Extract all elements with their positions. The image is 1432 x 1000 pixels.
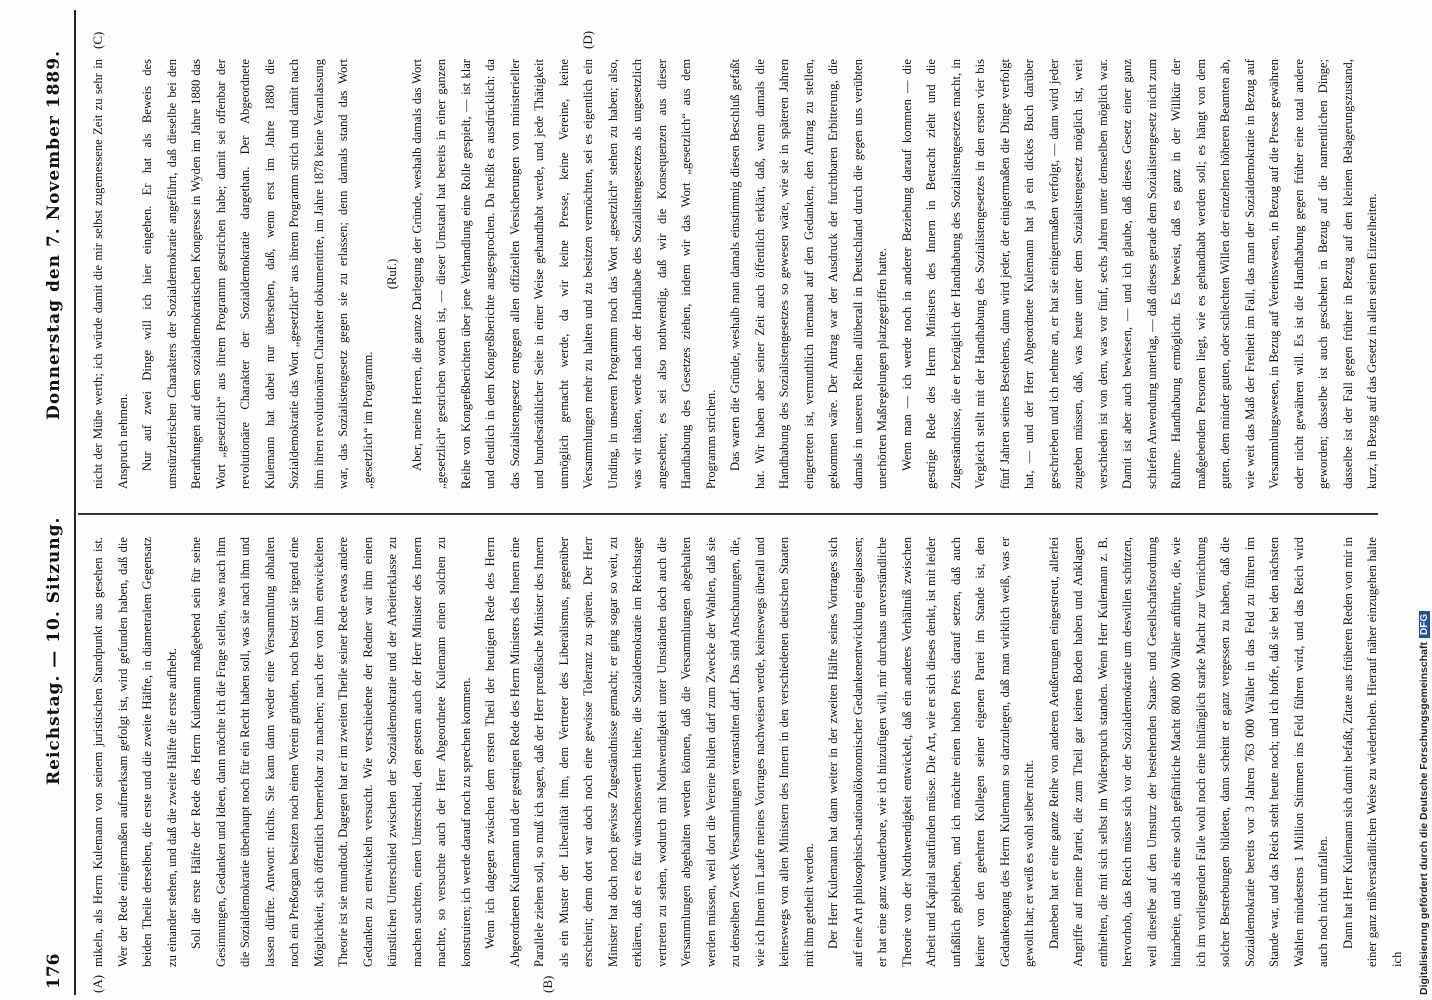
session-title: Reichstag. — 10. Sitzung. (44, 516, 64, 785)
paragraph: mikeln, als Herrn Kulemann von seinem juristischen Standpunkt aus gesehen ist. Wer der Rede einigermaßen aufmerksam gefolgt ist, wird gefunden haben, daß die beiden Theile derselben, die erste und die zweite Hälfte, in diametralem Gegensatz zu einander stehen, und daß die zweite Hälfte die erste aufhebt. (91, 537, 179, 967)
margin-marker-d: (D) (580, 30, 595, 49)
paragraph: Nur auf zwei Dinge will ich hier eingehen. Er hat als Beweis des umstürzlerischen Charakters der Sozialdemokratie angeführt, daß dieselbe bei den Berathungen auf dem sozialdemokratischen Kongresse in Wyden im Jahre 1880 das Wort „gesetzlich“ aus ihrem Programm gestrichen habe; damit sei offenbar der revolutionäre Charakter der Sozialdemokratie dargethan. Der Abgeordnete Kulemann hat dabei nur übersehen, daß, wenn erst im Jahre 1880 die Sozialdemokratie das Wort „gesetzlich“ aus ihrem Programm strich und damit nach ihm ihren revolutionären Charakter dokumentirte, im Jahre 1878 keine Veranlassung war, das Sozialistengesetz gegen sie zu erlassen; denn damals stand das Wort „gesetzlich“ im Programm. (140, 59, 375, 489)
margin-marker-b: (B) (540, 975, 555, 993)
session-date: Donnerstag den 7. November 1889. (44, 50, 64, 420)
digitization-credit (1418, 611, 1430, 995)
margin-marker-c: (C) (90, 31, 105, 49)
paragraph: Soll die erste Hälfte der Rede des Herrn Kulemann maßgebend sein für seine Gesinnungen, Gedanken und Ideen, dann möchte ich die Frage stellen, was nach ihm die Sozialdemokratie überhaupt noch für ein Recht haben soll, was sie nach ihm und lassen dürfte. Antwort: nichts. Sie kann dann weder eine Versammlung abhalten noch ein Preßorgan besitzen noch einen Verein gründen, noch besitzt sie irgend eine Möglichkeit, sich öffentlich bemerkbar zu machen; nach der von ihm entwickelten Theorie ist sie mundtodt. Dagegen hat er im zweiten Theile seiner Rede etwas andere Gedanken zu entwickeln versucht. Wie verschiedene der Redner war ihm einen künstlichen Unterschied zwischen der Sozialdemokratie und der Arbeiterklasse zu machen suchten, einen Unterschied, den gestern auch der Herr Minister des Innern machte, so versuchte auch der Herr Abgeordnete Kulemann einen solchen zu konstruiren; ich werde darauf noch zu sprechen kommen. (189, 537, 473, 967)
paragraph: Das waren die Gründe, weshalb man damals einstimmig diesen Beschluß gefaßt hat. Wir haben aber seiner Zeit auch öffentlich erklärt, daß, wenn damals die Handhabung des Sozialistengesetzes so gewesen wäre, wie sie in späteren Jahren eingetreten ist, vermuthlich niemand auf den Gedanken, den Antrag zu stellen, gekommen wäre. Der Antrag war der Ausdruck der furchtbaren Erbitterung, die damals in unseren Reihen allüberall in Deutschland durch die gegen uns verübten unerhörten Maßregelungen platzgegriffen hatte. (728, 59, 889, 489)
paragraph: Aber, meine Herren, die ganze Darlegung der Gründe, weshalb damals das Wort „gesetzlich“ gestrichen worden ist, — dieser Umstand hat bereits in einer ganzen Reihe von Kongreßberichten über jene Verhandlung eine Rolle gespielt, — ist klar und deutlich in dem Kongreßberichte ausgesprochen. Da heißt es ausdrücklich: da das Sozialistengesetz entgegen allen offiziellen Versicherungen von ministerieller und bundesräthlicher Seite in einer Weise gehandhabt werde, und jede Thätigkeit unmöglich gemacht werde, da wir keine Presse, keine Vereine, keine Versammlungen mehr zu halten und zu besitzen vermöchten, sei es eigentlich ein Unding, in unserem Programm noch das Wort „gesetzlich“ stehen zu haben; also, was wir thäten, werde nach der Handhabe des Sozialistengesetzes als ungesetzlich angesehen; es sei also nothwendig, daß wir die Konsequenzen aus dieser Handhabung des Gesetzes ziehen, indem wir das Wort „gesetzlich“ aus dem Programm strichen. (409, 59, 718, 489)
credit-text: Digitalisierung gefördert durch die Deutsche Forschungsgemeinschaft (1418, 642, 1430, 995)
margin-marker-a: (A) (90, 974, 105, 993)
paragraph: Wenn ich dagegen zwischen dem ersten Theil der heutigen Rede des Herrn Abgeordneten Kulemann und der gestrigen Rede des Herrn Ministers des Innern eine Parallele ziehen soll, so muß ich sagen, daß der Herr preußische Minister des Innern als ein Muster der Liberalität ihm, dem Vertreter des Liberalismus, gegenüber erscheint; denn dort war doch noch eine gewisse Toleranz zu spüren. Der Herr Minister hat doch noch gewisse Zugeständnisse gemacht; er ging sogar so weit, zu erklären, daß er es für wünschenswerth hielte, die Sozialdemokratie im Reichstage vertreten zu sehen, wodurch mit Nothwendigkeit unter Umständen doch auch die Versammlungen abgehalten werden können, daß die Versammlungen abgehalten werden müssen, weil dort die Vereine bilden darf zum Zwecke der Wahlen, daß sie zu denselben Zweck Versammlungen veranstalten darf. Das sind Anschauungen, die, wie ich Ihnen im Laufe meines Vortrages nachweisen werde, keineswegs überall und keineswegs von allen Ministern des Innern in den verschiedenen deutschen Staaten mit ihm getheilt werden. (483, 537, 816, 967)
paragraph: Der Herr Kulemann hat dann weiter in der zweiten Hälfte seines Vortrages sich auf eine Art philosophisch-nationalökonomischer Gedankenentwicklung eingelassen; er hat eine ganz wunderbare, wie ich hinzufügen will, mir durchaus unverständliche Theorie von der Nothwendigkeit entwickelt, daß ein anderes Verhältniß zwischen Arbeit und Kapital stattfinden müsse. Die Art, wie er sich dieses denkt, ist mit leider unfaßlich geblieben, und ich möchte einen hohen Preis darauf setzen, daß auch keiner von den geehrten Kollegen seiner eigenen Partei im Stande ist, den Gedankengang des Herrn Kulemann so darzulegen, daß man wirklich weiß, was er gewollt hat; er weiß es wohl selber nicht. (826, 537, 1036, 967)
paragraph: Dann hat Herr Kulemann sich damit befaßt, Zitate aus früheren Reden von mir in einer ganz mißverständlichen Weise zu wiederholen. Hierauf näher einzugehen halte ich (1340, 537, 1404, 967)
interjection: (Ruf.) (385, 258, 399, 290)
rotated-page-content (40, 10, 1404, 995)
column-divider (78, 513, 1378, 515)
left-column (86, 537, 1404, 967)
page-number: 176 (44, 953, 64, 989)
paragraph: Daneben hat er eine ganze Reihe von anderen Aeußerungen eingestreut, allerlei Angriffe auf meine Partei, die zum Theil gar keinen Boden haben und Anklagen enthielten, die mit sich selbst im Widerspruch standen. Wenn Herr Kulemann z. B. hervorhob, das Reich müsse sich vor der Sozialdemokratie um deswillen schützen, weil dieselbe auf den Umsturz der bestehenden Staats- und Gesellschaftsordnung hinarbeite, und als eine solch gefährliche Macht 800 000 Wähler anführte, die, wie ich im vorliegenden Falle wohl noch eine hinlänglich starke Macht zur Vernichtung solcher Bestrebungen bildeten, dann scheint er ganz vergessen zu haben, daß die Sozialdemokratie bereits vor 3 Jahren 763 000 Wähler in das Feld zu führen im Stande war, und das Reich steht heute noch; und ich hoffe, daß sie bei den nächsten Wahlen mindestens 1 Million Stimmen ins Feld führen wird, und das Reich wird auch noch nicht umfallen. (1046, 537, 1330, 967)
header-rule (74, 10, 76, 995)
paragraph: nicht der Mühe werth; ich würde damit die mir selbst zugemessene Zeit zu sehr in Anspruch nehmen. (91, 59, 130, 489)
dfg-logo: DFG (1419, 611, 1430, 638)
paragraph: Wenn man — ich werde noch in anderer Beziehung darauf kommen — die gestrige Rede des Herrn Ministers des Innern in Betracht zieht und die Zugeständnisse, die er bezüglich der Handhabung des Sozialistengesetzes macht, in Vergleich stellt mit der Handhabung des Sozialistengesetzes in den ersten vier bis fünf Jahren seines Bestehens, dann wird jeder, der einigermaßen die Dinge verfolgt hat, — und der Herr Abgeordnete Kulemann hat ja ein dickes Buch darüber geschrieben und ich nehme an, er hat sie einigermaßen verfolgt, — dann wird jeder zugeben müssen, daß, was heute unter dem Sozialistengesetz möglich ist, weit verschieden ist von dem, was vor fünf, sechs Jahren unter demselben möglich war. Damit ist aber auch bewiesen, — und ich glaube, daß dieses Gesetz einer ganz schiefen Anwendung unterlag, — daß dieses gerade dem Sozialistengesetz nicht zum Ruhme. Handhabung ermöglicht. Es beweist, daß es ganz in der Willkür der maßgebenden Personen liegt, wie es gehandhabt werden soll; es hängt von dem guten, dem minder guten, oder schlechten Willen der einzelnen höheren Beamten ab, wie weit das Maß der Freiheit im Fall, das man der Sozialdemokratie in Bezug auf Versammlungswesen, in Bezug auf Vereinswesen, in Bezug auf die Presse gewähren oder nicht gewähren will. Es ist die Handhabung gegen früher eine total andere geworden; dasselbe ist auch geschehen in Bezug auf die namentlichen Dinge; dasselbe ist der Fall gegen früher in Bezug auf den kleinen Belagerungszustand, kurz, in Bezug auf das Gesetz in allen seinen Einzelheiten. (899, 59, 1379, 489)
right-column (86, 59, 1379, 489)
